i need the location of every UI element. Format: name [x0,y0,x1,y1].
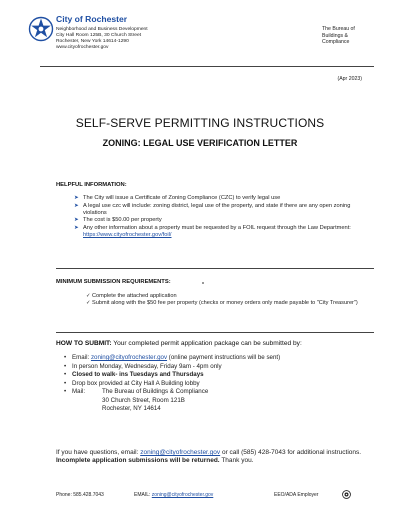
incomplete-warning: Incomplete application submissions will be returned. [56,457,220,465]
header-divider [40,66,374,67]
minimum-requirements-heading: MINIMUM SUBMISSION REQUIREMENTS: [56,279,171,285]
list-item: • In person Monday, Wednesday, Friday 9am - 4pm only [64,362,222,370]
section-divider [56,332,374,333]
checkmark-icon: ✓ [86,300,91,307]
org-line-website: www.cityofrochester.gov [56,45,109,51]
bullet-icon: • [64,371,67,378]
arrow-bullet-icon: ➤ [74,202,79,209]
org-line-address: City Hall Room 125B, 30 Church Street [56,33,142,39]
foil-link[interactable]: https://www.cityofrochester.gov/foil/ [83,232,172,239]
list-item: ➤ Any other information about a property must be requested by a FOIL request through the Law Department: https://www.cityofrochester.gov/foil/ [74,225,351,239]
list-item: ✓ Submit along with the $50 fee per property (checks or money orders only made payable to "City Treasurer") [86,300,358,307]
page-title: SELF-SERVE PERMITTING INSTRUCTIONS [75,116,325,130]
footer-email-link[interactable]: zoning@cityofrochester.gov [151,492,214,498]
bullet-icon: • [64,379,67,387]
bullet-icon: • [64,354,67,361]
mail-address: Mail: The Bureau of Buildings & Compliance 30 Church Street, Room 121B Rochester, NY 14614 [72,388,209,412]
scan-speck [202,282,204,284]
org-line-city: Rochester, New York 14614-1290 [56,39,129,45]
helpful-info-heading: HELPFUL INFORMATION: [56,182,127,188]
list-item: • Closed to walk- ins Tuesdays and Thursdays [64,371,204,378]
bureau-block [322,26,374,46]
section-divider [56,268,374,269]
org-block [56,14,246,51]
list-item: ✓ Complete the attached application [86,293,177,299]
bullet-icon: • [64,362,67,370]
checkmark-icon: ✓ [86,293,91,299]
list-item: • Drop box provided at City Hall A Building lobby [64,379,200,387]
helpful-info-list [74,195,370,240]
how-to-submit-text: Your completed permit application package can be submitted by: [113,340,302,347]
how-to-submit-label: HOW TO SUBMIT: [56,340,112,347]
questions-paragraph: If you have questions, email: zoning@cityofrochester.gov or call (585) 428-7043 for additional instructions. Incomplete application submissions will be returned. Thank you. [56,449,362,465]
list-item [64,388,374,414]
arrow-bullet-icon: ➤ [74,225,79,232]
bureau-line-1: The Bureau of [322,26,355,32]
org-name: City of Rochester [56,14,128,24]
footer-eeo: EEO/ADA Employer [274,492,319,498]
bureau-line-3: Compliance [322,39,350,46]
list-item: ➤ The cost is $50.00 per property [74,217,162,224]
city-of-rochester-logo-icon [28,16,54,42]
list-item: ➤ A legal use czc will include: zoning district, legal use of the property, and state if there are any open zoning violations [74,202,351,216]
list-item: • Email: zoning@cityofrochester.gov (online payment instructions will be sent) [64,354,281,361]
questions-email-link[interactable]: zoning@cityofrochester.gov [140,449,221,456]
org-line-department: Neighborhood and Business Development [56,27,148,32]
page-subtitle: ZONING: LEGAL USE VERIFICATION LETTER [102,138,298,148]
bullet-icon: • [64,388,67,395]
recycle-seal-icon [342,490,351,499]
minimum-requirements-list [86,293,376,307]
arrow-bullet-icon: ➤ [74,195,79,201]
list-item: ➤ The City will issue a Certificate of Zoning Compliance (CZC) to verify legal use [74,195,281,201]
revision-date: (Apr 2023) [337,76,362,82]
submission-methods-list [64,354,374,414]
submit-email-link[interactable]: zoning@cityofrochester.gov [90,354,168,361]
footer-email: EMAIL: zoning@cityofrochester.gov [134,492,214,498]
how-to-submit [56,340,302,347]
footer-phone: Phone: 585.428.7043 [56,492,104,498]
bureau-line-2: Buildings & [322,32,348,39]
arrow-bullet-icon: ➤ [74,217,79,224]
